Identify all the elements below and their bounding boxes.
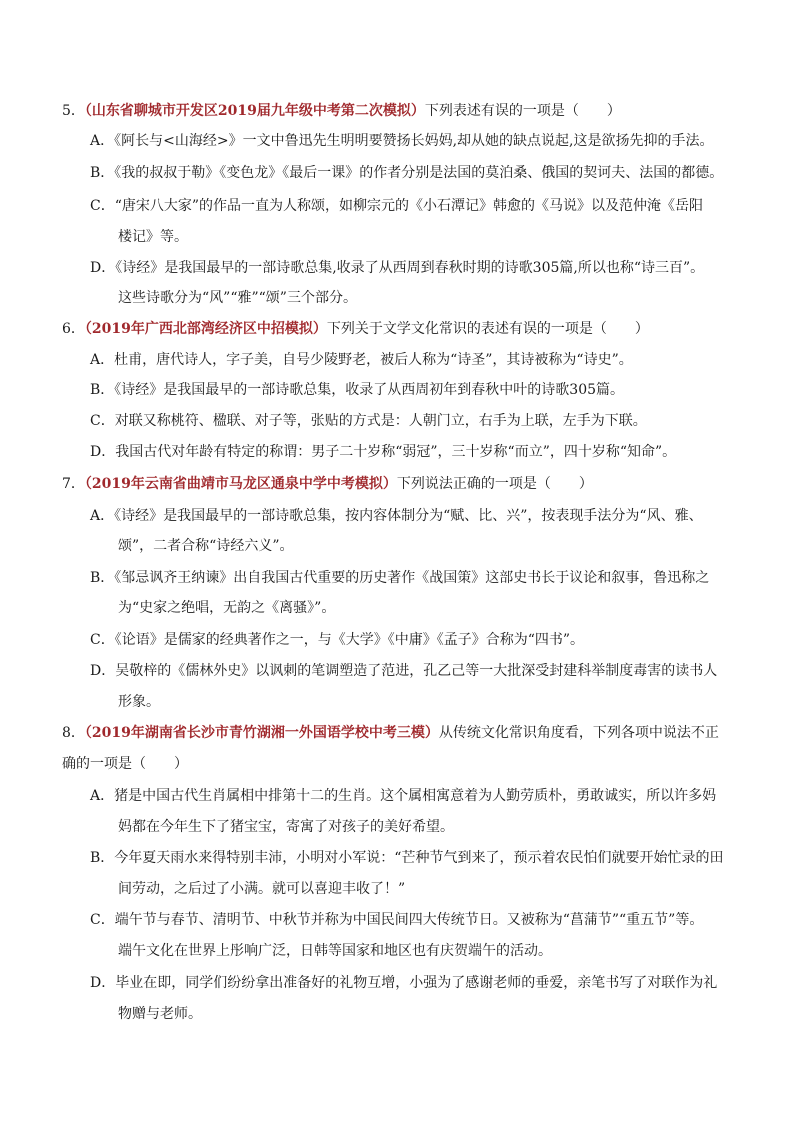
- option-7d: D．吴敬梓的《儒林外史》以讽刺的笔调塑造了范进，孔乙己等一大批深受封建科举制度毒害的读书人: [90, 663, 718, 679]
- question-8-header: [62, 723, 734, 743]
- question-stem: 从传统文化常识角度看，下列各项中说法不正: [438, 725, 719, 741]
- option-5d: D．《诗经》是我国最早的一部诗歌总集,收录了从西周到春秋时期的诗歌305篇,所以也称“诗三百”。: [90, 260, 705, 276]
- option-7c: C．《论语》是儒家的经典著作之一，与《大学》《中庸》《孟子》合称为“四书”。: [90, 632, 585, 648]
- question-7-header: [62, 474, 734, 494]
- question-source: （2019年云南省曲靖市马龙区通泉中学中考模拟）: [84, 476, 397, 492]
- option-5c-cont: 楼记》等。: [118, 229, 188, 245]
- option-6a: A．杜甫，唐代诗人，字子美，自号少陵野老，被后人称为“诗圣”，其诗被称为“诗史”。: [90, 352, 633, 368]
- option-6c: C．对联又称桃符、楹联、对子等，张贴的方式是：人朝门立，右手为上联，左手为下联。: [90, 413, 647, 429]
- option-5a: A．《阿长与<山海经>》一文中鲁迅先生明明要赞扬长妈妈,却从她的缺点说起,这是欲扬先抑的手法。: [90, 133, 714, 149]
- option-7b-cont: 为“史家之绝唱，无韵之《离骚》”。: [118, 600, 336, 616]
- option-8b-cont: 间劳动，之后过了小满。就可以喜迎丰收了！”: [118, 881, 406, 897]
- question-5-header: [62, 101, 734, 121]
- question-source: （2019年广西北部湾经济区中招模拟）: [84, 321, 327, 337]
- option-6b: B．《诗经》是我国最早的一部诗歌总集，收录了从西周初年到春秋中叶的诗歌305篇。: [90, 382, 625, 398]
- question-source: （2019年湖南省长沙市青竹湖湘一外国语学校中考三模）: [84, 725, 439, 741]
- question-8-stem-cont: 确的一项是（ ）: [62, 756, 188, 772]
- question-number: 5．: [62, 103, 85, 119]
- option-5b: B．《我的叔叔于勒》《变色龙》《最后一课》的作者分别是法国的莫泊桑、俄国的契诃夫、法国的都德。: [90, 165, 724, 181]
- option-8d: D．毕业在即，同学们纷纷拿出准备好的礼物互增，小强为了感谢老师的垂爱，亲笔书写了对联作为礼: [90, 975, 718, 991]
- option-5d-cont: 这些诗歌分为“风”“雅”“颂”三个部分。: [118, 290, 357, 306]
- option-8a: A．猪是中国古代生肖属相中排第十二的生肖。这个属相寓意着为人勤劳质朴，勇敢诚实，所以许多妈: [90, 788, 717, 804]
- question-number: 6．: [62, 321, 85, 337]
- option-6d: D．我国古代对年龄有特定的称谓：男子二十岁称“弱冠”，三十岁称“而立”，四十岁称“知命”。: [90, 444, 677, 460]
- option-8d-cont: 物赠与老师。: [118, 1006, 202, 1022]
- option-7a-cont: 颂”，二者合称“诗经六义”。: [118, 538, 294, 554]
- option-8c-cont: 端午文化在世界上彤响广泛，日韩等国家和地区也有庆贺端午的活动。: [118, 943, 552, 959]
- question-stem: 下列说法正确的一项是（ ）: [396, 476, 593, 492]
- option-8b: B．今年夏天雨水来得特别丰沛，小明对小军说：“芒种节气到来了，预示着农民怕们就要开始忙录的田: [90, 850, 724, 866]
- option-8c: C．端午节与春节、清明节、中秋节并称为中国民间四大传统节日。又被称为“菖蒲节”“重五节”等。: [90, 912, 704, 928]
- option-7a: A．《诗经》是我国最早的一部诗歌总集，按内容体制分为“赋、比、兴”，按表现手法分为“风、雅、: [90, 508, 703, 524]
- question-stem: 下列表述有误的一项是（ ）: [424, 103, 621, 119]
- question-number: 8．: [62, 725, 85, 741]
- option-8a-cont: 妈都在今年生下了猪宝宝，寄寓了对孩子的美好希望。: [118, 819, 454, 835]
- option-7d-cont: 形象。: [118, 694, 160, 710]
- option-5c: C．“唐宋八大家”的作品一直为人称颂，如柳宗元的《小石潭记》韩愈的《马说》以及范仲淹《岳阳: [90, 198, 704, 214]
- question-source: （山东省聊城市开发区2019届九年级中考第二次模拟）: [84, 103, 425, 119]
- question-6-header: [62, 319, 734, 339]
- question-stem: 下列关于文学文化常识的表述有误的一项是（ ）: [326, 321, 649, 337]
- option-7b: B．《邹忌讽齐王纳谏》出自我国古代重要的历史著作《战国策》这部史书长于议论和叙事，鲁迅称之: [90, 570, 710, 586]
- question-number: 7．: [62, 476, 85, 492]
